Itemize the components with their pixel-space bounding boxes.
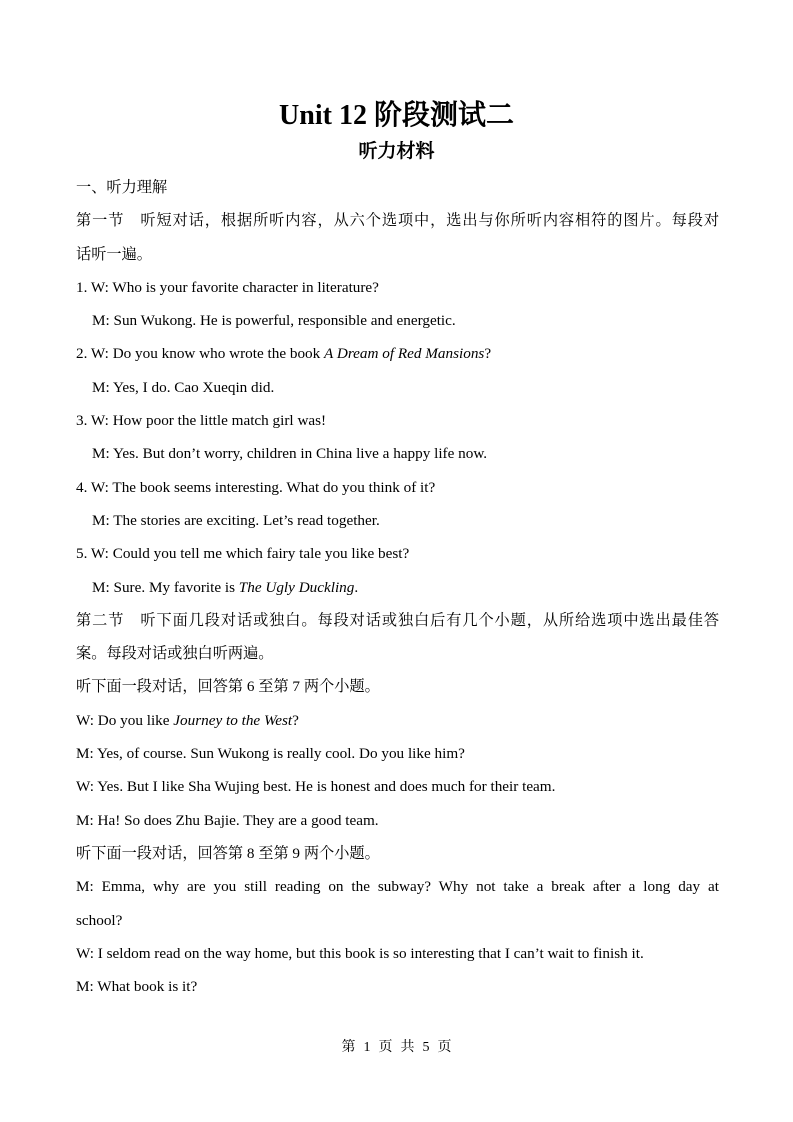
dialogue-4-question: 4. W: The book seems interesting. What do you think of it? xyxy=(76,478,436,496)
part1-instructions-line2: 话听一遍。 xyxy=(76,245,152,263)
conversation-2-line3: M: What book is it? xyxy=(76,978,198,996)
footer-page-number: 1 xyxy=(363,1040,371,1055)
conversation-1-intro: 听下面一段对话，回答第 6 至第 7 两个小题。 xyxy=(76,678,380,696)
book-title: A Dream of Red Mansions xyxy=(324,345,485,363)
footer-page-label: 页 xyxy=(378,1040,393,1055)
dialogue-5-answer xyxy=(76,571,719,604)
book-title: The Ugly Duckling xyxy=(238,578,355,596)
footer-total-pages: 5 xyxy=(422,1040,430,1055)
dialogue-5-question: 5. W: Could you tell me which fairy tale you like best? xyxy=(76,545,410,563)
conversation-2-intro: 听下面一段对话，回答第 8 至第 9 两个小题。 xyxy=(76,844,380,862)
page-footer xyxy=(0,1038,793,1058)
page-title: Unit 12 阶段测试二 xyxy=(279,100,514,131)
dialogue-4-answer: M: The stories are exciting. Let’s read together. xyxy=(92,511,380,529)
dialogue-3-question: 3. W: How poor the little match girl was! xyxy=(76,412,327,430)
conversation-2-line1a: M: Emma, why are you still reading on the subway? Why not take a break after a long day at xyxy=(76,878,719,896)
part2-instructions-line1: 第二节 听下面几段对话或独白。每段对话或独白后有几个小题，从所给选项中选出最佳答 xyxy=(76,611,719,629)
footer-suffix: 页 xyxy=(437,1040,452,1055)
conversation-2-line2: W: I seldom read on the way home, but this book is so interesting that I can’t wait to finish it. xyxy=(76,944,644,962)
footer-prefix: 第 xyxy=(341,1040,356,1055)
section-header: 一、听力理解 xyxy=(76,179,168,196)
document-body xyxy=(76,171,719,1003)
book-title: Journey to the West xyxy=(173,711,293,729)
part2-instructions-line2: 案。每段对话或独白听两遍。 xyxy=(76,645,274,663)
dialogue-2-question-end: ? xyxy=(484,345,492,363)
page-subtitle: 听力材料 xyxy=(358,141,435,162)
dialogue-5-answer-text: M: Sure. My favorite is xyxy=(92,578,239,596)
dialogue-1-answer: M: Sun Wukong. He is powerful, responsible and energetic. xyxy=(92,312,456,330)
footer-total-label: 共 xyxy=(400,1040,415,1055)
conversation-1-line1 xyxy=(76,704,719,737)
conversation-1-line2: M: Yes, of course. Sun Wukong is really cool. Do you like him? xyxy=(76,745,465,763)
conversation-1-line1-end: ? xyxy=(292,711,299,729)
dialogue-3-answer: M: Yes. But don’t worry, children in China live a happy life now. xyxy=(92,445,488,463)
dialogue-2-question-text: 2. W: Do you know who wrote the book xyxy=(76,345,325,363)
conversation-1-line1-text: W: Do you like xyxy=(76,711,174,729)
dialogue-5-answer-end: . xyxy=(354,578,359,596)
conversation-2-line1b: school? xyxy=(76,911,123,929)
conversation-1-line4: M: Ha! So does Zhu Bajie. They are a good team. xyxy=(76,811,379,829)
conversation-1-line3: W: Yes. But I like Sha Wujing best. He is honest and does much for their team. xyxy=(76,778,556,796)
dialogue-2-answer: M: Yes, I do. Cao Xueqin did. xyxy=(92,378,275,396)
dialogue-2-question xyxy=(76,337,719,370)
part1-instructions-line1: 第一节 听短对话，根据所听内容，从六个选项中，选出与你所听内容相符的图片。每段对 xyxy=(76,212,719,230)
dialogue-1-question: 1. W: Who is your favorite character in literature? xyxy=(76,278,379,296)
